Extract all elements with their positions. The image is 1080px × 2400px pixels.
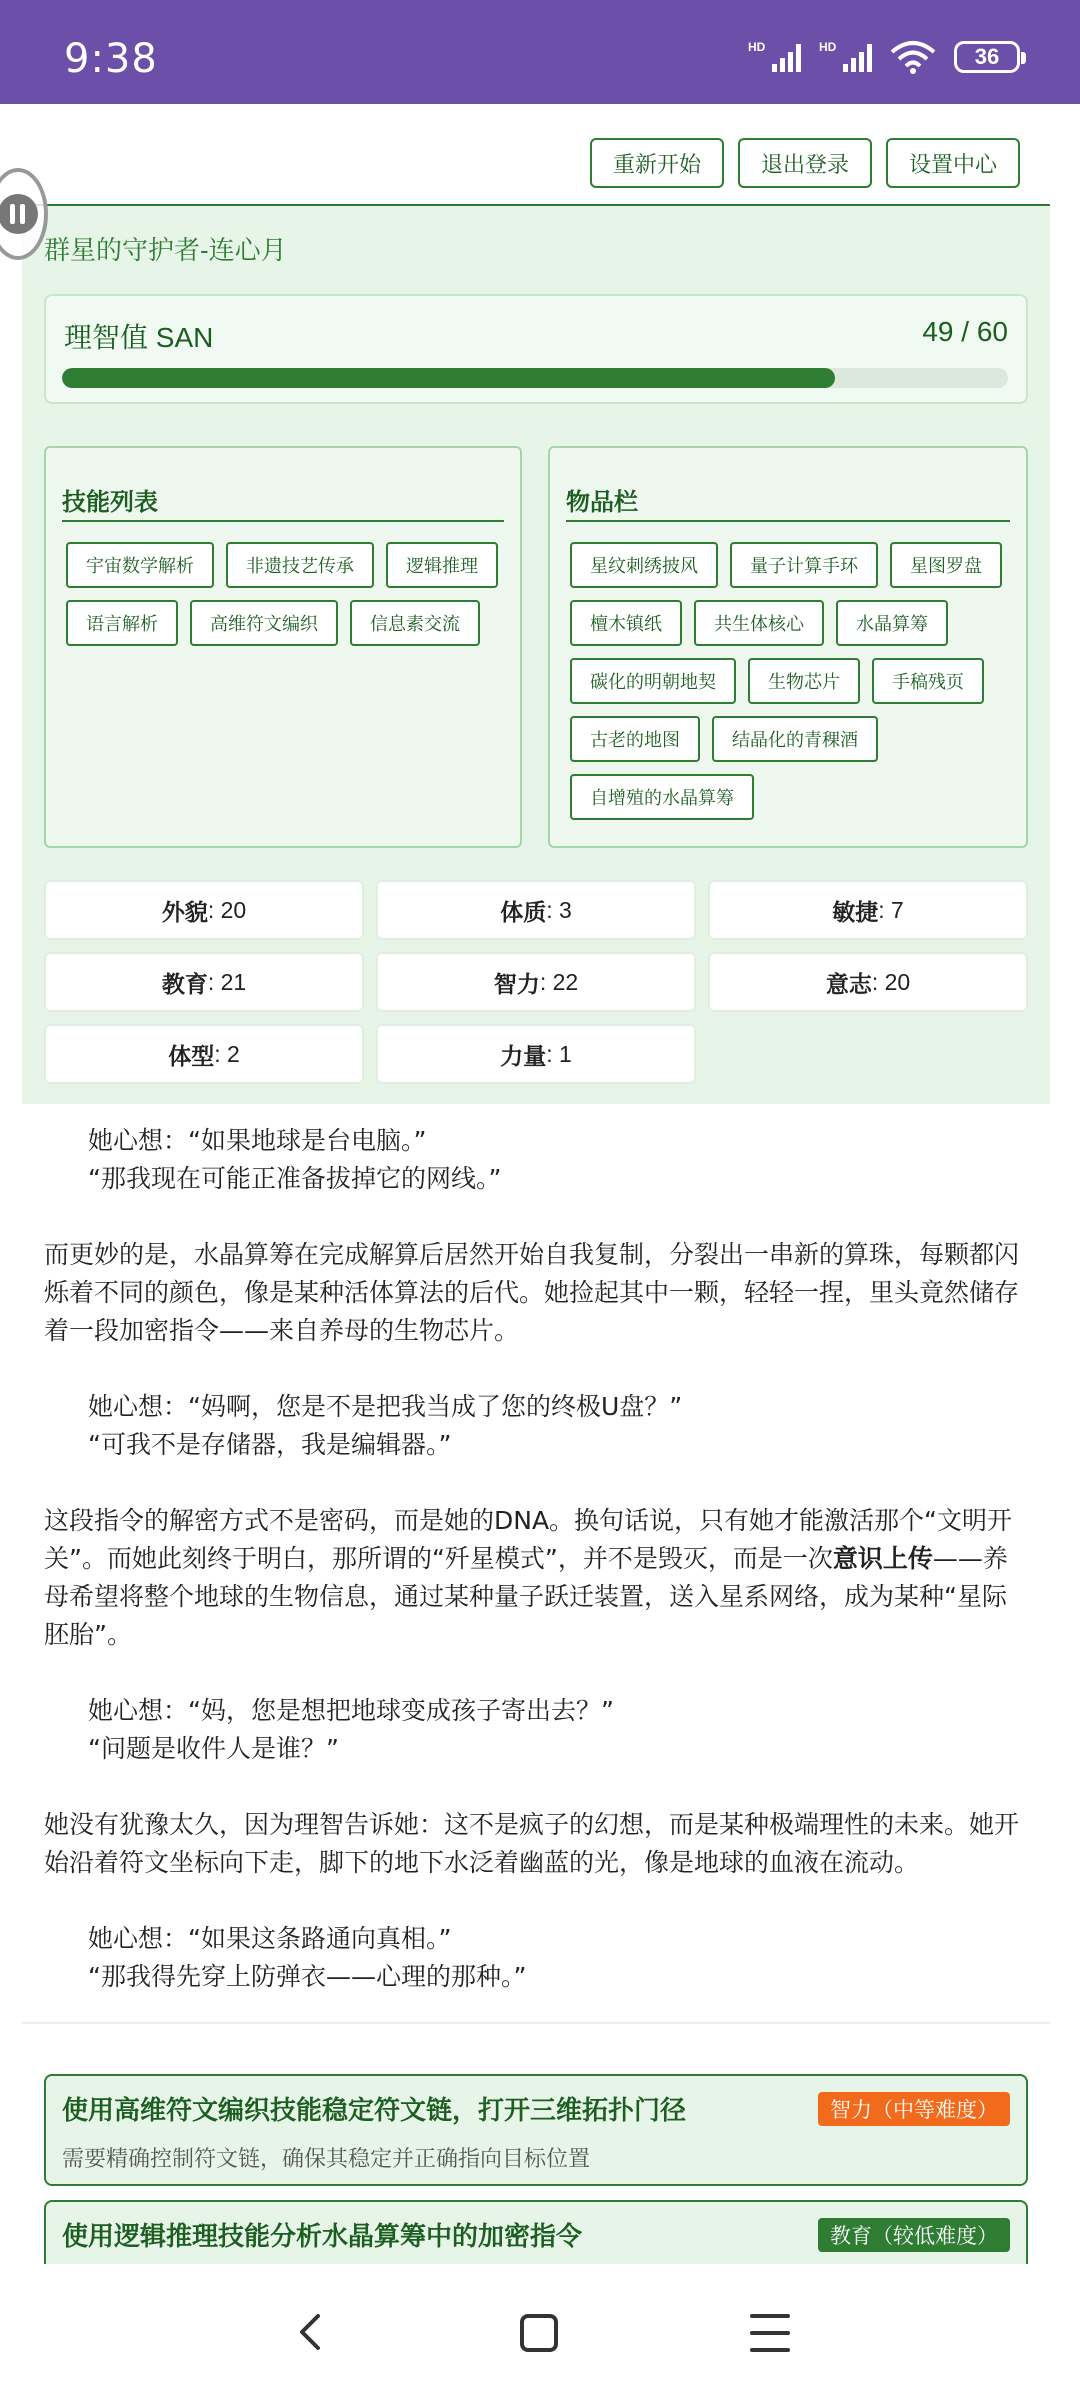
settings-button[interactable]: 设置中心 xyxy=(886,138,1020,188)
attribute-cell xyxy=(708,952,1028,1012)
item-tag[interactable]: 星图罗盘 xyxy=(890,542,1002,588)
choice-desc: 需要精确控制符文链，确保其稳定并正确指向目标位置 xyxy=(62,2146,591,2171)
skill-tag[interactable]: 信息素交流 xyxy=(350,600,480,646)
attribute-cell xyxy=(376,880,696,940)
divider xyxy=(62,520,504,522)
skill-tag[interactable]: 宇宙数学解析 xyxy=(66,542,214,588)
item-tag[interactable]: 檀木镇纸 xyxy=(570,600,682,646)
attribute-name: 体型 xyxy=(168,1042,215,1069)
attribute-value: : 7 xyxy=(878,896,904,923)
status-bar xyxy=(0,0,1080,104)
signal-icon xyxy=(748,42,801,72)
san-value: 49 / 60 xyxy=(922,316,1008,347)
skills-box xyxy=(44,446,522,848)
item-tag[interactable]: 手稿残页 xyxy=(872,658,984,704)
attribute-value: : 22 xyxy=(539,968,579,995)
top-toolbar xyxy=(0,104,1080,204)
story-line: 她心想：“如果这条路通向真相。” xyxy=(88,1924,452,1953)
attribute-value: : 20 xyxy=(871,968,911,995)
inventory-list xyxy=(570,542,1016,820)
hd-label-2: HD xyxy=(819,40,837,54)
san-label: 理智值 SAN xyxy=(64,322,214,353)
story-paragraph: 而更妙的是，水晶算筹在完成解算后居然开始自我复制，分裂出一串新的算珠，每颗都闪烁着不同的颜色，像是某种活体算法的后代。她捡起其中一颗，轻轻一捏，里头竟然储存着一段加密指令——来自养母的生物芯片。 xyxy=(44,1240,1020,1345)
story-text xyxy=(22,1104,1050,2024)
attribute-cell xyxy=(44,1024,364,1084)
system-nav-bar xyxy=(0,2264,1080,2400)
choice-title: 使用高维符文编织技能稳定符文链，打开三维拓扑门径 xyxy=(62,2095,687,2125)
story-line: 她心想：“妈，您是想把地球变成孩子寄出去？” xyxy=(88,1696,614,1725)
attribute-name: 外貌 xyxy=(161,898,208,925)
logout-button[interactable]: 退出登录 xyxy=(738,138,872,188)
san-progress-track xyxy=(62,368,1008,388)
attribute-value: : 1 xyxy=(546,1040,572,1067)
item-tag[interactable]: 星纹刺绣披风 xyxy=(570,542,718,588)
attribute-name: 教育 xyxy=(161,970,208,997)
attribute-value: : 2 xyxy=(214,1040,240,1067)
item-tag[interactable]: 共生体核心 xyxy=(694,600,824,646)
inventory-title: 物品栏 xyxy=(566,489,638,516)
skills-title: 技能列表 xyxy=(62,489,158,516)
skill-tag[interactable]: 逻辑推理 xyxy=(386,542,498,588)
attribute-name: 力量 xyxy=(500,1042,547,1069)
attribute-cell xyxy=(44,880,364,940)
attribute-cell xyxy=(708,880,1028,940)
skill-tag[interactable]: 高维符文编织 xyxy=(190,600,338,646)
story-line: 她心想：“如果地球是台电脑。” xyxy=(88,1126,427,1155)
attribute-name: 意志 xyxy=(825,970,872,997)
wifi-icon xyxy=(890,40,936,74)
attribute-value: : 20 xyxy=(207,896,247,923)
restart-button[interactable]: 重新开始 xyxy=(590,138,724,188)
item-tag[interactable]: 结晶化的青稞酒 xyxy=(712,716,878,762)
attribute-name: 敏捷 xyxy=(832,898,879,925)
divider xyxy=(566,520,1010,522)
character-name: 群星的守护者-连心月 xyxy=(44,235,287,265)
skill-tag[interactable]: 非遗技艺传承 xyxy=(226,542,374,588)
attribute-cell xyxy=(376,952,696,1012)
item-tag[interactable]: 量子计算手环 xyxy=(730,542,878,588)
battery-icon: 36 xyxy=(954,41,1020,73)
hd-label: HD xyxy=(748,40,766,54)
story-span: 这段指令的解密方式不是密码，而是她的DNA。换句话说，只有她才能激活那个“文明开关”。而她此刻终于明白，那所谓的“歼星模式”，并不是毁灭，而是一次 xyxy=(44,1506,1013,1573)
story-line: “那我现在可能正准备拔掉它的网线。” xyxy=(88,1164,502,1193)
attribute-cell xyxy=(44,952,364,1012)
item-tag[interactable]: 古老的地图 xyxy=(570,716,700,762)
item-tag[interactable]: 碳化的明朝地契 xyxy=(570,658,736,704)
menu-icon[interactable] xyxy=(750,2314,790,2352)
story-emphasis: 意识上传 xyxy=(832,1544,933,1573)
back-icon[interactable] xyxy=(290,2312,330,2352)
item-tag[interactable]: 水晶算筹 xyxy=(836,600,948,646)
skill-tag[interactable]: 语言解析 xyxy=(66,600,178,646)
san-meter xyxy=(44,294,1028,404)
item-tag[interactable]: 自增殖的水晶算筹 xyxy=(570,774,754,820)
item-tag[interactable]: 生物芯片 xyxy=(748,658,860,704)
signal-icon-2 xyxy=(819,42,872,72)
attribute-name: 体质 xyxy=(500,898,547,925)
attribute-value: : 21 xyxy=(207,968,247,995)
story-line: “可我不是存储器，我是编辑器。” xyxy=(88,1430,452,1459)
attribute-value: : 3 xyxy=(546,896,572,923)
status-time: 9:38 xyxy=(64,36,158,82)
attribute-name: 智力 xyxy=(493,970,540,997)
home-icon[interactable] xyxy=(520,2314,558,2352)
story-line: 她心想：“妈啊，您是不是把我当成了您的终极U盘？” xyxy=(88,1392,683,1421)
story-paragraph xyxy=(44,1502,1026,1654)
story-span: ——养母希望将整个地球的生物信息，通过某种量子跃迁装置，送入星系网络，成为某种“星际胚胎”。 xyxy=(44,1544,1008,1649)
choice-card-1[interactable] xyxy=(44,2074,1028,2186)
difficulty-badge: 智力（中等难度） xyxy=(818,2092,1010,2126)
story-paragraph: 她没有犹豫太久，因为理智告诉她：这不是疯子的幻想，而是某种极端理性的未来。她开始沿着符文坐标向下走，脚下的地下水泛着幽蓝的光，像是地球的血液在流动。 xyxy=(44,1810,1020,1877)
story-line: “问题是收件人是谁？” xyxy=(88,1734,339,1763)
skills-list xyxy=(66,542,510,646)
attributes-grid xyxy=(44,880,1028,1084)
character-panel xyxy=(22,204,1050,1104)
story-line: “那我得先穿上防弹衣——心理的那种。” xyxy=(88,1962,527,1991)
choice-title: 使用逻辑推理技能分析水晶算筹中的加密指令 xyxy=(62,2221,583,2251)
difficulty-badge: 教育（较低难度） xyxy=(818,2218,1010,2252)
attribute-cell xyxy=(376,1024,696,1084)
status-icons xyxy=(748,40,1020,74)
inventory-box xyxy=(548,446,1028,848)
san-progress-fill xyxy=(62,368,835,388)
